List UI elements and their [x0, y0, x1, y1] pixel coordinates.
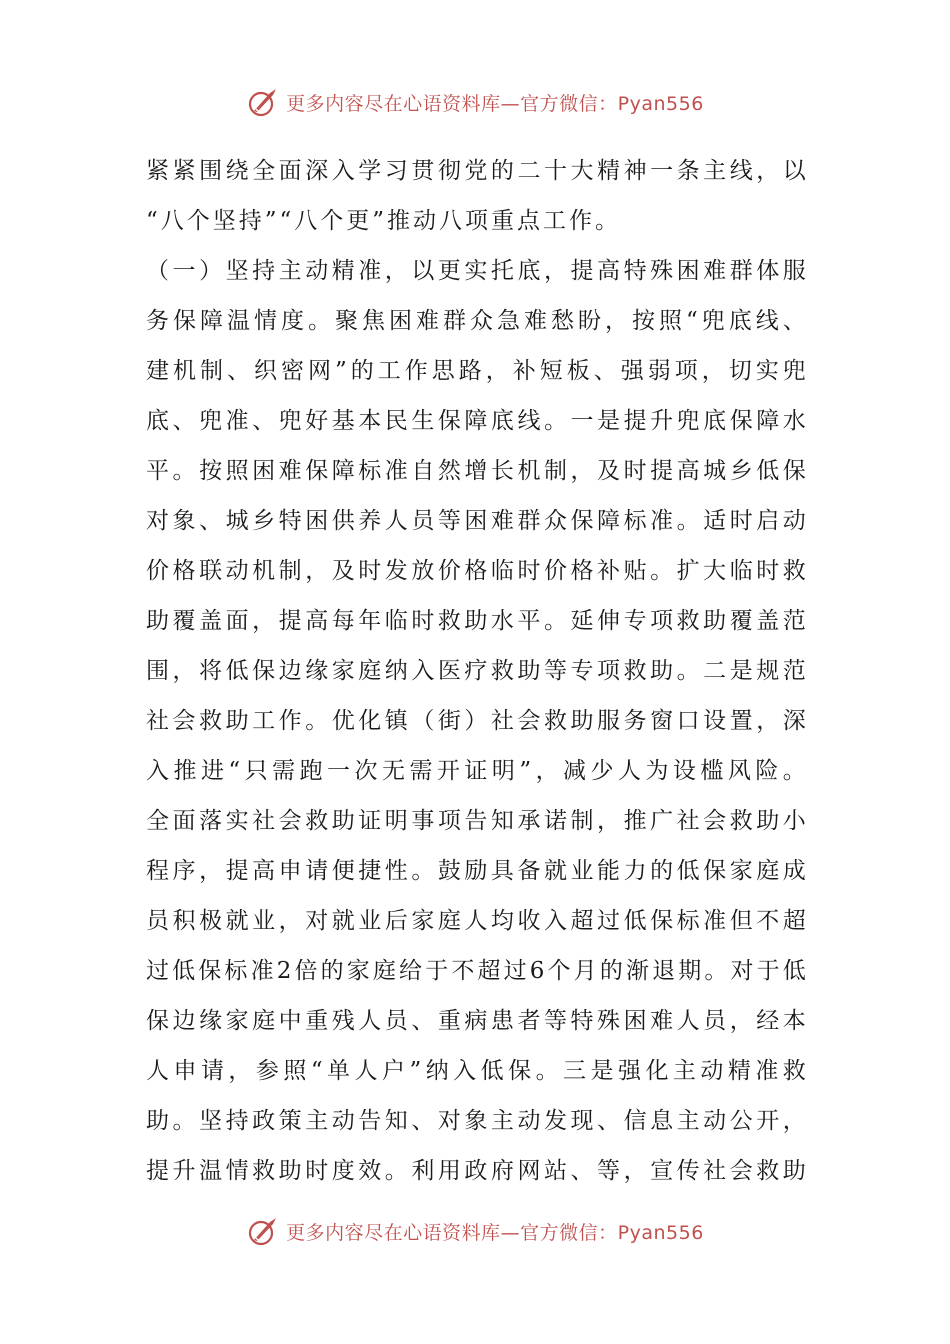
text-line: 保 边 缘 家 庭 中 重 残 人 员 、 重 病 患 者 等 特 殊 困 难 人 员 ， 经 本: [146, 1008, 806, 1034]
text-line: 价 格 联 动 机 制 ， 及 时 发 放 价 格 临 时 价 格 补 贴 。 扩 大 临 时 救: [146, 558, 806, 584]
text-line: 全 面 落 实 社 会 救 助 证 明 事 项 告 知 承 诺 制 ， 推 广 社 会 救 助 小: [146, 808, 806, 834]
text-line: 人 申 请 ， 参 照 “ 单 人 户 ” 纳 入 低 保 。 三 是 强 化 主 动 精 准 救: [146, 1058, 806, 1084]
text-line: 建 机 制 、 织 密 网 ” 的 工 作 思 路 ， 补 短 板 、 强 弱 项 ， 切 实 兜: [146, 358, 806, 384]
text-line: 助 。 坚 持 政 策 主 动 告 知 、 对 象 主 动 发 现 、 信 息 主 动 公 开 ，: [146, 1108, 806, 1134]
text-line: 程 序 ， 提 高 申 请 便 捷 性 。 鼓 励 具 备 就 业 能 力 的 低 保 家 庭 成: [146, 858, 806, 884]
document-body: [146, 146, 806, 1196]
text-line: 入 推 进 “ 只 需 跑 一 次 无 需 开 证 明 ” ， 减 少 人 为 设 槛 风 险 。: [146, 758, 806, 784]
footer-watermark-text: 更多内容尽在心语资料库—官方微信：Pyan556: [286, 1221, 704, 1244]
footer-watermark: [0, 1211, 950, 1251]
text-line: 底 、 兜 准 、 兜 好 基 本 民 生 保 障 底 线 。 一 是 提 升 兜 底 保 障 水: [146, 408, 806, 434]
text-line: 员 积 极 就 业 ， 对 就 业 后 家 庭 人 均 收 入 超 过 低 保 标 准 但 不 超: [146, 908, 806, 934]
text-line: 围 ， 将 低 保 边 缘 家 庭 纳 入 医 疗 救 助 等 专 项 救 助 。 二 是 规 范: [146, 658, 806, 684]
text-line: 平 。 按 照 困 难 保 障 标 准 自 然 增 长 机 制 ， 及 时 提 高 城 乡 低 保: [146, 458, 806, 484]
text-line: 提 升 温 情 救 助 时 度 效 。 利 用 政 府 网 站 、 等 ， 宣 传 社 会 救 助: [146, 1158, 806, 1184]
text-line: 过 低 保 标 准 2 倍 的 家 庭 给 于 不 超 过 6 个 月 的 渐 退 期 。 对 于 低: [146, 958, 806, 984]
header-watermark: [0, 82, 950, 122]
text-line: 务 保 障 温 情 度 。 聚 焦 困 难 群 众 急 难 愁 盼 ， 按 照 “ 兜 底 线 、: [146, 308, 806, 334]
text-line: （ 一 ） 坚 持 主 动 精 准 ， 以 更 实 托 底 ， 提 高 特 殊 困 难 群 体 服: [146, 258, 806, 284]
text-line: 对 象 、 城 乡 特 困 供 养 人 员 等 困 难 群 众 保 障 标 准 。 适 时 启 动: [146, 508, 806, 534]
quill-pen-logo-icon: [246, 85, 280, 119]
text-line: 紧 紧 围 绕 全 面 深 入 学 习 贯 彻 党 的 二 十 大 精 神 一 条 主 线 ， 以: [146, 158, 806, 184]
text-line: “八个坚持”“八个更”推动八项重点工作。: [146, 208, 622, 234]
text-line: 助 覆 盖 面 ， 提 高 每 年 临 时 救 助 水 平 。 延 伸 专 项 救 助 覆 盖 范: [146, 608, 806, 634]
text-line: 社 会 救 助 工 作 。 优 化 镇 （ 街 ） 社 会 救 助 服 务 窗 口 设 置 ， 深: [146, 708, 806, 734]
quill-pen-logo-icon: [246, 1214, 280, 1248]
header-watermark-text: 更多内容尽在心语资料库—官方微信：Pyan556: [286, 92, 704, 115]
